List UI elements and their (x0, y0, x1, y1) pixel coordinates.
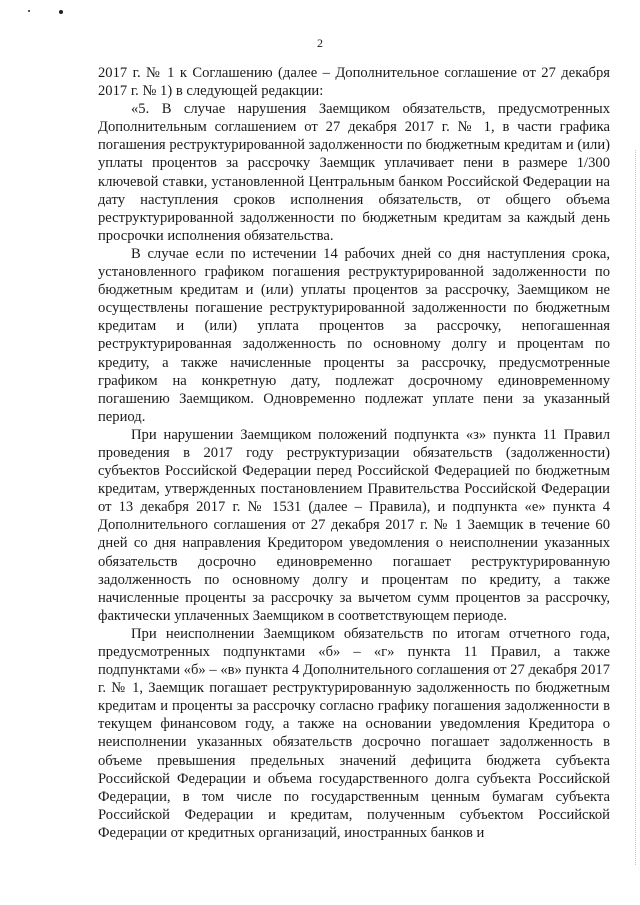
document-body (98, 64, 610, 842)
scan-speck (28, 10, 30, 12)
page-edge-shadow (635, 150, 636, 865)
page-number: 2 (317, 36, 323, 50)
paragraph-overdue-14-days: В случае если по истечении 14 рабочих дней со дня наступления срока, установленного графиком погашения реструктурированной задолженности по бюджетным кредитам и (или) уплаты процентов за рассрочку, Заемщиком не осуществлены погашение реструктурированной задолженности по бюджетным кредитам и (или) уплата процентов за рассрочку, непогашенная реструктурированная задолженность по основному долгу и процентам по кредиту, а также начисленные проценты за рассрочку, предусмотренные графиком на конкретную дату, подлежат досрочному единовременному погашению Заемщиком. Одновременно подлежат уплате пени за указанный период. (98, 245, 610, 425)
paragraph-violation-subpoint-z: При нарушении Заемщиком положений подпункта «з» пункта 11 Правил проведения в 2017 году реструктуризации обязательств (задолженности) субъектов Российской Федерации перед Российской Федерацией по бюджетным кредитам, утвержденных постановлением Правительства Российской Федерации от 13 декабря 2017 г. № 1531 (далее – Правила), и подпункта «е» пункта 4 Дополнительного соглашения от 27 декабря 2017 г. № 1 Заемщик в течение 60 дней со дня направления Кредитором уведомления о неисполнении указанных обязательств досрочно единовременно погашает реструктурированную задолженность по основному долгу и процентам по кредиту, а также начисленные проценты за рассрочку за вычетом сумм процентов за рассрочку, фактически уплаченных Заемщиком в соответствующем периоде. (98, 426, 610, 624)
paragraph-clause-5: «5. В случае нарушения Заемщиком обязательств, предусмотренных Дополнительным соглашением от 27 декабря 2017 г. № 1, в части графика погашения реструктурированной задолженности по бюджетным кредитам и (или) уплаты процентов за рассрочку Заемщик уплачивает пени в размере 1/300 ключевой ставки, установленной Центральным банком Российской Федерации на дату наступления сроков исполнения обязательств, от общего объема реструктурированной задолженности по бюджетным кредитам за каждый день просрочки исполнения обязательства. (98, 101, 610, 244)
paragraph-nonfulfilment-reporting-year: При неисполнении Заемщиком обязательств по итогам отчетного года, предусмотренных подпунктами «б» – «г» пункта 11 Правил, а также подпунктами «б» – «в» пункта 4 Дополнительного соглашения от 27 декабря 2017 г. № 1, Заемщик погашает реструктурированную задолженность по бюджетным кредитам и проценты за рассрочку согласно графику погашения задолженности в текущем финансовом году, а также на основании уведомления Кредитора о неисполнении указанных обязательств досрочно погашает задолженность в объеме превышения предельных значений дефицита бюджета субъекта Российской Федерации и объема государственного долга субъекта Российской Федерации, в том числе по государственным ценным бумагам субъекта Российской Федерации и кредитам, полученным субъектом Российской Федерации от кредитных организаций, иностранных банков и (98, 625, 610, 841)
scan-speck (59, 10, 63, 14)
paragraph-continuation: 2017 г. № 1 к Соглашению (далее – Дополнительное соглашение от 27 декабря 2017 г. № 1) в следующей редакции: (98, 65, 610, 100)
